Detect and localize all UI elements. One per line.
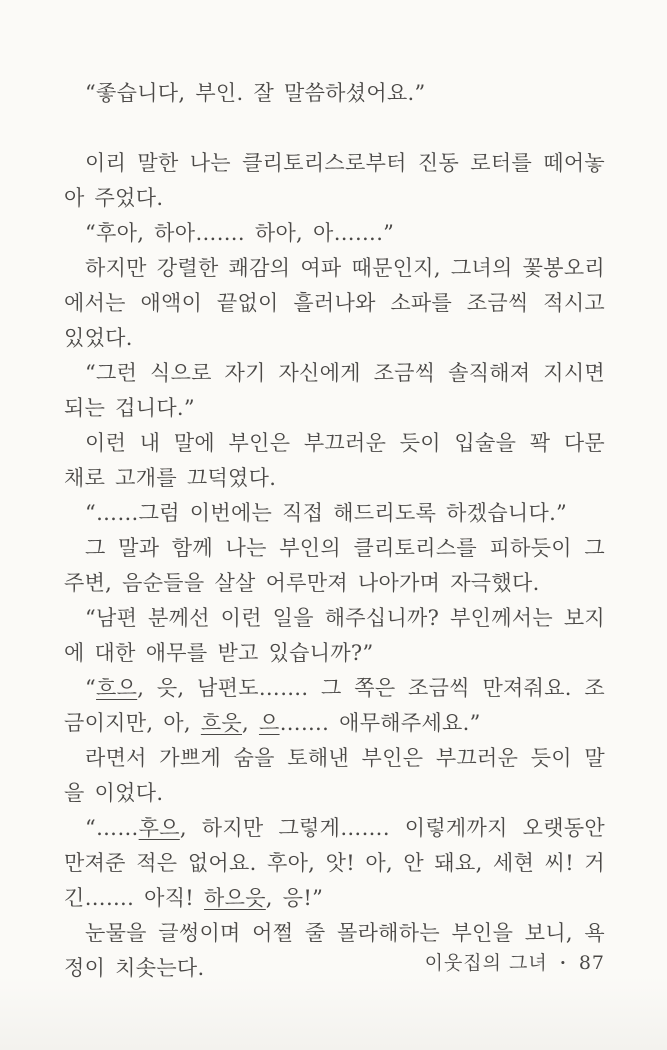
emphasis-underline-text: 흐으	[96, 676, 138, 700]
text-paragraph	[64, 671, 605, 741]
text-run: “……	[85, 816, 139, 840]
emphasis-underline-text: 후으	[138, 816, 180, 840]
text-run: “후아, 하아……. 하아, 아…….”	[85, 221, 395, 245]
text-run: 이리 말한 나는 클리토리스로부터 진동 로터를 떼어놓아 주었다.	[64, 151, 605, 210]
text-run: “……그럼 이번에는 직접 해드리도록 하겠습니다.”	[85, 501, 568, 525]
emphasis-underline-text: 으	[258, 711, 280, 735]
text-paragraph	[64, 741, 605, 811]
text-run: , 응!”	[265, 886, 324, 910]
emphasis-underline-text: 흐읏	[200, 711, 243, 735]
text-run: “남편 분께선 이런 일을 해주십니까? 부인께서는 보지에 대한 애무를 받고 있습니까?”	[64, 606, 605, 665]
text-run: , 읏, 남편도……. 그 쪽은 조금씩 만져줘요. 조금이지만, 아,	[64, 676, 605, 735]
text-paragraph	[64, 811, 605, 916]
text-run: “좋습니다, 부인. 잘 말씀하셨어요.”	[85, 81, 426, 105]
text-run: 하지만 강렬한 쾌감의 여파 때문인지, 그녀의 꽃봉오리에서는 애액이 끝없이 흘러나와 소파를 조금씩 적시고 있었다.	[64, 256, 605, 350]
text-paragraph	[64, 356, 605, 426]
text-paragraph	[64, 76, 605, 111]
text-paragraph	[64, 496, 605, 531]
page-body	[64, 76, 605, 986]
page-footer	[425, 948, 605, 975]
page-number: 87	[578, 952, 605, 974]
text-run: “	[85, 676, 97, 700]
footer-separator-dot: ·	[558, 949, 568, 977]
book-title: 이웃집의 그녀	[424, 952, 548, 974]
text-run: “그런 식으로 자기 자신에게 조금씩 솔직해져 지시면 되는 겁니다.”	[64, 361, 605, 420]
text-paragraph	[64, 531, 605, 601]
text-paragraph	[64, 216, 605, 251]
text-run: ,	[242, 711, 259, 735]
text-paragraph	[64, 601, 605, 671]
text-paragraph	[64, 426, 605, 496]
emphasis-underline-text: 하으읏	[204, 886, 266, 910]
text-run: 눈물을 글썽이며 어쩔 줄 몰라해하는 부인을 보니, 욕정이 치솟는다.	[64, 921, 605, 980]
text-run: 그 말과 함께 나는 부인의 클리토리스를 피하듯이 그 주변, 음순들을 살살 어루만져 나아가며 자극했다.	[64, 536, 605, 595]
text-paragraph	[64, 251, 605, 356]
text-run: , 하지만 그렇게……. 이렇게까지 오랫동안 만져준 적은 없어요. 후아, 앗! 아, 안 돼요, 세현 씨! 거긴……. 아직!	[64, 816, 605, 910]
text-run: ……. 애무해주세요.”	[279, 711, 481, 735]
text-run: 라면서 가쁘게 숨을 토해낸 부인은 부끄러운 듯이 말을 이었다.	[64, 746, 605, 805]
text-paragraph	[64, 146, 605, 216]
text-run: 이런 내 말에 부인은 부끄러운 듯이 입술을 꽉 다문 채로 고개를 끄덕였다.	[64, 431, 605, 490]
